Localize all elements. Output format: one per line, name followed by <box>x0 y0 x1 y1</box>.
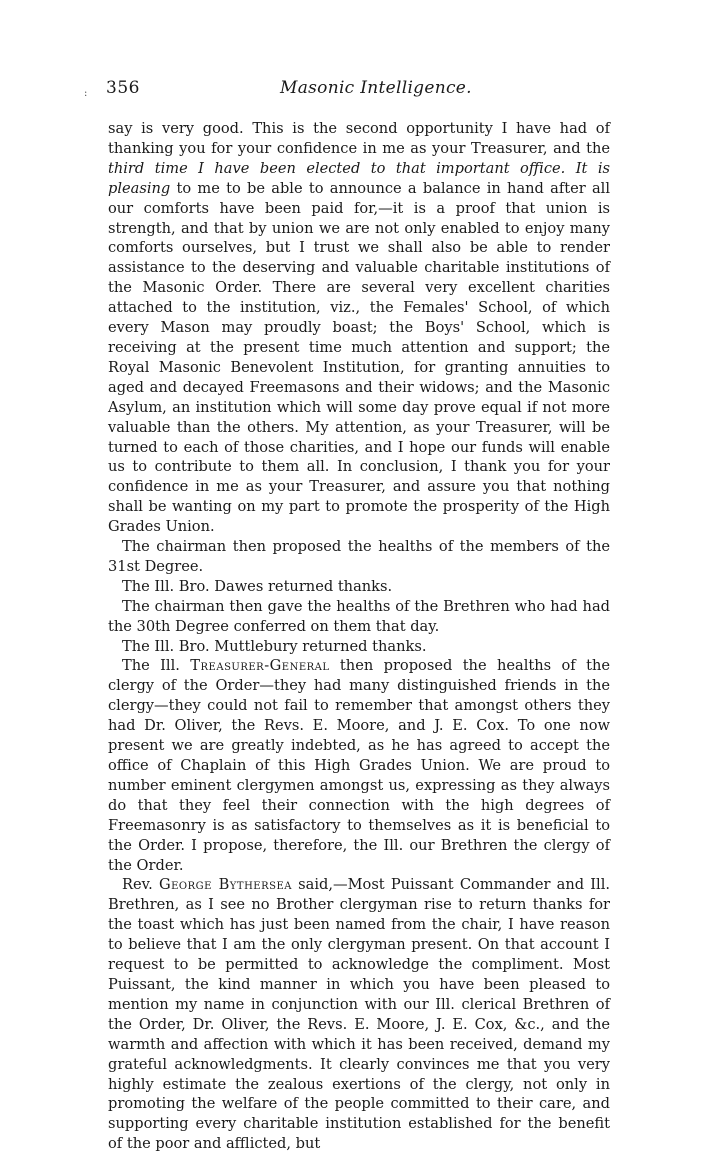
paragraph-dawes-thanks: The Ill. Bro. Dawes returned thanks. <box>122 577 393 595</box>
italic-text: third time I have been elected to that important office. It is pleasing <box>108 159 610 197</box>
speaker-name: George Bythersea <box>158 876 292 894</box>
running-title: Masonic Intelligence. <box>280 78 472 98</box>
paragraph-text: then proposed the healths of the clergy of the Order—they had many distinguished friends in the clergy—they could not fail to remember that amongst others they had Dr. Oliver, the Revs. E. Moore, and J. E. Cox. To one now present we are greatly indebted, as he has agreed to accept the office of Chaplain of this High Grades Union. We are proud to number eminent clergymen amongst us, expressing as they always do that they feel their connection with the high degrees of Freemasonry is as satisfactory to themselves as it is beneficial to the Order. I propose, therefore, the Ill. our Brethren the clergy of the Order. <box>108 657 610 874</box>
paragraph-toast-clergy <box>108 656 610 875</box>
margin-mark: : <box>84 88 88 99</box>
paragraph-toast-30th-degree: The chairman then gave the healths of the Brethren who had had the 30th Degree conferred on them that day. <box>108 597 610 635</box>
paragraph-bythersea-reply <box>108 875 610 1154</box>
paragraph-text: said,—Most Puissant Commander and Ill. Brethren, as I see no Brother clergyman rise to return thanks for the toast which has just been named from the chair, I have reason to believe that I am the only clergyman present. On that account I request to be permitted to acknowledge the compliment. Most Puissant, the kind manner in which you have been pleased to mention my name in conjunction with our Ill. clerical Brethren of the Order, Dr. Oliver, the Revs. E. Moore, J. E. Cox, &c., and the warmth and affection with which it has been received, demand my grateful acknowledgments. It clearly convinces me that you very highly estimate the zealous exertions of the clergy, not only in promoting the welfare of the people committed to their care, and supporting every charitable institution established for the benefit of the poor and afflicted, but <box>108 876 611 1153</box>
paragraph-toast-31st-degree: The chairman then proposed the healths of the members of the 31st Degree. <box>108 538 610 575</box>
paragraph-muttlebury-thanks: The Ill. Bro. Muttlebury returned thanks. <box>122 637 427 655</box>
paragraph-treasurer-speech <box>108 119 610 537</box>
paragraph-text: say is very good. This is the second opportunity I have had of thanking you for your confidence in me as your Treasurer, and the <box>108 120 610 157</box>
paragraph-text: to me to be able to announce a balance in hand after all our comforts have been paid for,—it is a proof that union is strength, and that by union we are not only enabled to enjoy many comforts ourselves, but I trust we shall also be able to render assistance to the deserving and valuable charitable institutions of the Masonic Order. There are several very excellent charities attached to the institution, viz., the Females' School, of which every Mason may proudly boast; the Boys' School, which is receiving at the present time much attention and support; the Royal Masonic Benevolent Institution, for granting annuities to aged and decayed Freemasons and their widows; and the Masonic Asylum, an institution which will some day prove equal if not more valuable than the others. My attention, as your Treasurer, will be turned to each of those charities, and I hope our funds will enable us to contribute to them all. In conclusion, I thank you for your confidence in me as your Treasurer, and assure you that nothing shall be wanting on my part to promote the prosperity of the High Grades Union. <box>108 179 610 536</box>
speaker-name: Treasurer-General <box>190 657 330 675</box>
page-number: 356 <box>106 78 140 98</box>
body-text <box>108 119 610 1154</box>
paragraph-text: Rev. <box>122 876 159 894</box>
paragraph-text: The Ill. <box>122 657 191 675</box>
